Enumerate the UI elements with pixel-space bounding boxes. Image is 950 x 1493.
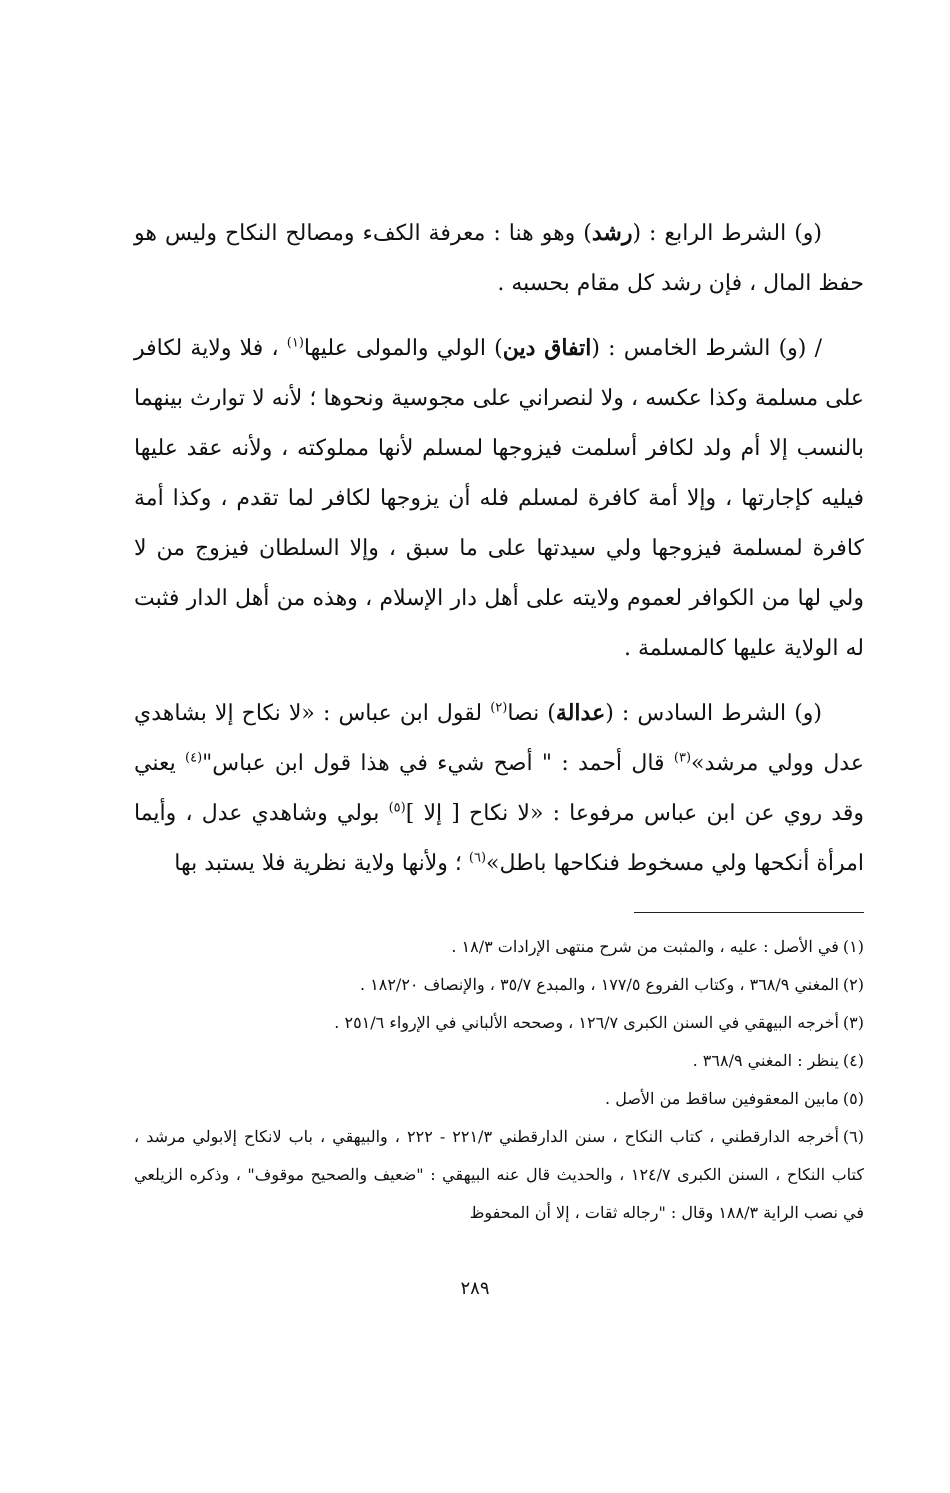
- para3-rest: ؛ ولأنها ولاية نظرية فلا يستبد بها: [174, 851, 469, 876]
- footnote-number: (٤): [842, 1051, 864, 1070]
- footnote-text: في الأصل : عليه ، والمثبت من شرح منتهى الإرادات ١٨/٣ .: [451, 937, 839, 956]
- para1-lead: (و) الشرط الرابع : (: [632, 221, 822, 246]
- term-adala: عدالة: [555, 700, 606, 726]
- footnote-text: المغني ٣٦٨/٩ ، وكتاب الفروع ١٧٧/٥ ، والمبدع ٣٥/٧ ، والإنصاف ١٨٢/٢٠ .: [359, 975, 839, 994]
- footnote-number: (٢): [842, 975, 864, 994]
- footnote-divider: [634, 912, 864, 913]
- footnote-ref-5[interactable]: (٥): [388, 800, 406, 816]
- para3-mid4: يعني وقد روي عن ابن عباس مرفوعا : «لا نكاح [ إلا ]: [134, 751, 864, 826]
- footnote-ref-6[interactable]: (٦): [468, 850, 487, 866]
- footnote-ref-2[interactable]: (٢): [490, 700, 508, 716]
- footnote-ref-3[interactable]: (٣): [673, 750, 692, 766]
- footnote-text: مابين المعقوفين ساقط من الأصل .: [605, 1089, 839, 1108]
- footnote-number: (٣): [842, 1013, 864, 1032]
- page-number: ٢٨٩: [460, 1278, 490, 1299]
- footnote-ref-4[interactable]: (٤): [185, 750, 203, 766]
- footnote-4: [134, 1042, 864, 1080]
- para3-lead: (و) الشرط السادس : (: [605, 701, 823, 726]
- para2-rest: ، فلا ولاية لكافر على مسلمة وكذا عكسه ، ولا لنصراني على مجوسية ونحوها ؛ لأنه لا توارث بينهما بالنسب إلا أم ولد لكافر أسلمت فيزوجها لمسلم لأنها مملوكته ، ولأنه عقد عليها فيليه كإجارتها ، وإلا أمة كافرة لمسلم فله أن يزوجها لكافر لما تقدم ، وكذا أمة كافرة لمسلمة فيزوجها ولي سيدتها على ما سبق ، وإلا السلطان فيزوج من لا ولي لها من الكوافر لعموم ولايته على أهل دار الإسلام ، وهذه من أهل الدار فثبت له الولاية عليها كالمسلمة .: [134, 336, 864, 661]
- footnote-number: (٥): [842, 1089, 864, 1108]
- footnotes-section: [134, 928, 864, 1232]
- footnote-ref-1[interactable]: (١): [286, 335, 304, 351]
- paragraph-condition-6: [134, 688, 864, 889]
- footnote-3: [134, 1004, 864, 1042]
- para2-lead: / (و) الشرط الخامس : (: [591, 336, 822, 361]
- para3-mid5: بولي وشاهدي عدل ، وأيما امرأة أنكحها ولي مسخوط فنكاحها باطل»: [134, 801, 864, 876]
- footnote-text: ينظر : المغني ٣٦٨/٩ .: [692, 1051, 839, 1070]
- paragraph-condition-4: [134, 208, 864, 309]
- paragraph-condition-5: [134, 323, 864, 674]
- main-text: [134, 208, 864, 889]
- footnote-2: [134, 966, 864, 1004]
- para3-mid1: ) نصا: [507, 701, 556, 726]
- term-ittifaq-din: اتفاق دين: [502, 335, 592, 361]
- footnote-6: [134, 1118, 864, 1232]
- para3-mid3: قال أحمد : " أصح شيء في هذا قول ابن عباس": [202, 751, 674, 776]
- footnote-number: (١): [842, 937, 864, 956]
- footnote-5: [134, 1080, 864, 1118]
- para2-mid: ) الولي والمولى عليها: [303, 336, 503, 361]
- term-rushd: رشد: [591, 220, 633, 246]
- para1-rest: ) وهو هنا : معرفة الكفء ومصالح النكاح وليس هو حفظ المال ، فإن رشد كل مقام بحسبه .: [134, 221, 864, 296]
- para3-mid2: لقول ابن عباس : «لا نكاح إلا بشاهدي عدل وولي مرشد»: [134, 701, 864, 776]
- footnote-text: أخرجه البيهقي في السنن الكبرى ١٢٦/٧ ، وصححه الألباني في الإرواء ٢٥١/٦ .: [334, 1013, 839, 1032]
- footnote-1: [134, 928, 864, 966]
- footnote-text: أخرجه الدارقطني ، كتاب النكاح ، سنن الدارقطني ٢٢١/٣ - ٢٢٢ ، والبيهقي ، باب لانكاح إلابولي مرشد ، كتاب النكاح ، السنن الكبرى ١٢٤/٧ ، والحديث قال عنه البيهقي : "ضعيف والصحيح موقوف" ، وذكره الزيلعي في نصب الراية ١٨٨/٣ وقال : "رجاله ثقات ، إلا أن المحفوظ: [134, 1127, 864, 1222]
- footnote-number: (٦): [842, 1127, 865, 1146]
